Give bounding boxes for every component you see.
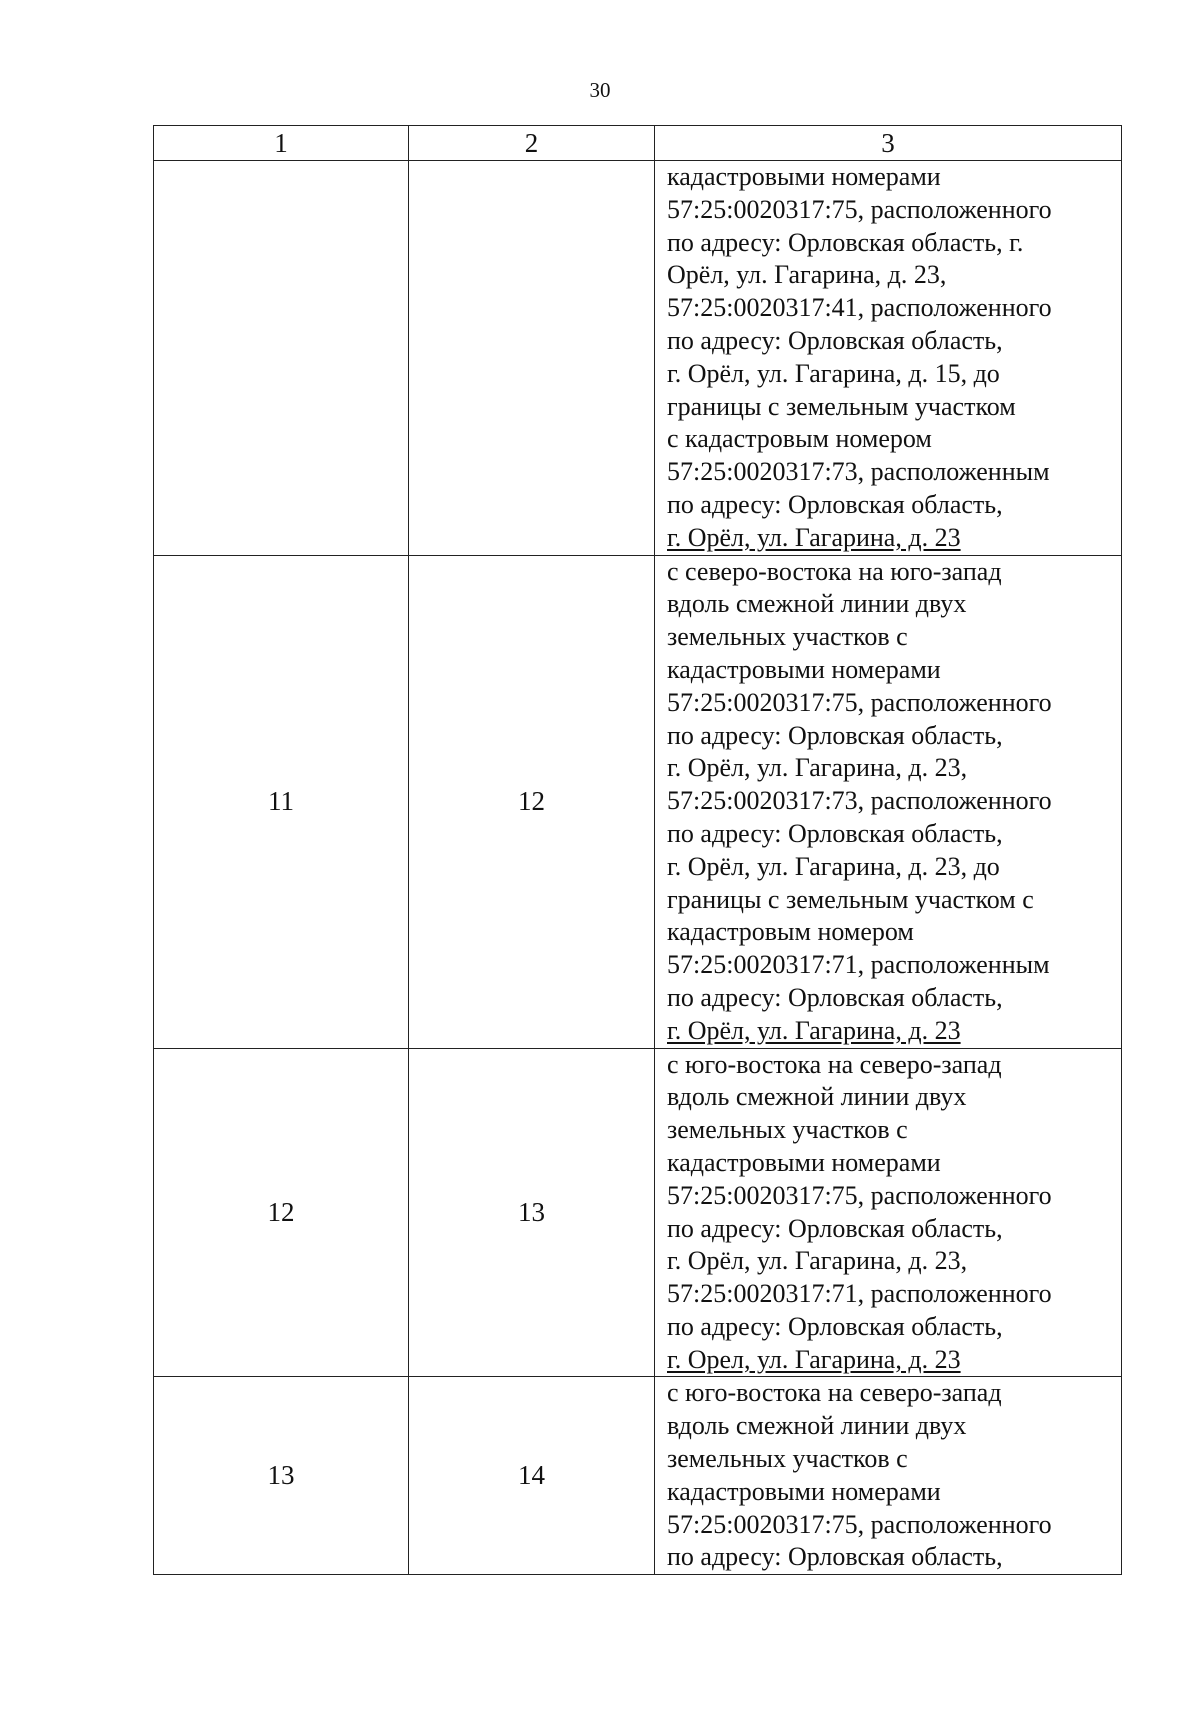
boundary-description-table [153, 125, 1122, 1575]
description-line: кадастровыми номерами [667, 1147, 941, 1177]
column-header-3: 3 [655, 126, 1122, 161]
description-line: кадастровыми номерами [667, 162, 941, 191]
description-line: по адресу: Орловская область, [667, 489, 1003, 519]
boundary-description-cell [655, 161, 1122, 556]
point-to-cell: 12 [409, 555, 655, 1048]
point-from-cell: 13 [154, 1377, 409, 1575]
description-line: по адресу: Орловская область, г. [667, 227, 1024, 257]
description-line: г. Орёл, ул. Гагарина, д. 15, до [667, 358, 1000, 388]
table-row [154, 555, 1122, 1048]
description-line: г. Орёл, ул. Гагарина, д. 23, [667, 753, 968, 783]
description-line: по адресу: Орловская область, [667, 818, 1003, 848]
column-header-2: 2 [409, 126, 655, 161]
description-line: с северо-востока на юго-запад [667, 556, 1002, 586]
description-line: Орёл, ул. Гагарина, д. 23, [667, 260, 947, 290]
description-line: по адресу: Орловская область, [667, 720, 1003, 750]
point-to-cell: 14 [409, 1377, 655, 1575]
description-line: г. Орёл, ул. Гагарина, д. 23, [667, 1246, 968, 1276]
description-line: 57:25:0020317:73, расположенным [667, 457, 1050, 487]
description-line: 57:25:0020317:71, расположенного [667, 1279, 1052, 1309]
description-line: 57:25:0020317:75, расположенного [667, 687, 1052, 717]
point-from-cell: 12 [154, 1048, 409, 1377]
description-line: кадастровыми номерами [667, 1476, 941, 1506]
description-line: с кадастровым номером [667, 424, 932, 454]
description-line: вдоль смежной линии двух [667, 1082, 967, 1112]
description-line: 57:25:0020317:75, расположенного [667, 1509, 1052, 1539]
point-from-cell [154, 161, 409, 556]
boundary-description-cell [655, 1377, 1122, 1575]
description-line: по адресу: Орловская область, [667, 1311, 1003, 1341]
description-line: вдоль смежной линии двух [667, 589, 967, 619]
table-row [154, 161, 1122, 556]
description-line: с юго-востока на северо-запад [667, 1049, 1002, 1079]
description-line: земельных участков с [667, 1115, 908, 1145]
description-line: по адресу: Орловская область, [667, 982, 1003, 1012]
description-line: по адресу: Орловская область, [667, 1213, 1003, 1243]
description-line: 57:25:0020317:73, расположенного [667, 786, 1052, 816]
description-line: границы с земельным участком с [667, 884, 1034, 914]
description-line: г. Орёл, ул. Гагарина, д. 23 [667, 522, 961, 552]
table-header-row [154, 126, 1122, 161]
description-line: по адресу: Орловская область, [667, 325, 1003, 355]
description-line: земельных участков с [667, 622, 908, 652]
description-line: с юго-востока на северо-запад [667, 1378, 1002, 1408]
boundary-description-cell [655, 555, 1122, 1048]
description-line: г. Орёл, ул. Гагарина, д. 23, до [667, 851, 1000, 881]
table-row [154, 1048, 1122, 1377]
point-to-cell: 13 [409, 1048, 655, 1377]
description-line: кадастровыми номерами [667, 654, 941, 684]
description-line: по адресу: Орловская область, [667, 1542, 1003, 1572]
description-line: 57:25:0020317:75, расположенного [667, 194, 1052, 224]
column-header-1: 1 [154, 126, 409, 161]
description-line: 57:25:0020317:41, расположенного [667, 293, 1052, 323]
description-line: земельных участков с [667, 1444, 908, 1474]
description-line: 57:25:0020317:71, расположенным [667, 950, 1050, 980]
point-from-cell: 11 [154, 555, 409, 1048]
description-line: границы с земельным участком [667, 391, 1016, 421]
table-row [154, 1377, 1122, 1575]
page-number: 30 [589, 78, 611, 102]
point-to-cell [409, 161, 655, 556]
description-line: 57:25:0020317:75, расположенного [667, 1180, 1052, 1210]
description-line: г. Орел, ул. Гагарина, д. 23 [667, 1344, 961, 1374]
description-line: кадастровым номером [667, 917, 914, 947]
boundary-description-cell [655, 1048, 1122, 1377]
description-line: вдоль смежной линии двух [667, 1411, 967, 1441]
description-line: г. Орёл, ул. Гагарина, д. 23 [667, 1015, 961, 1045]
